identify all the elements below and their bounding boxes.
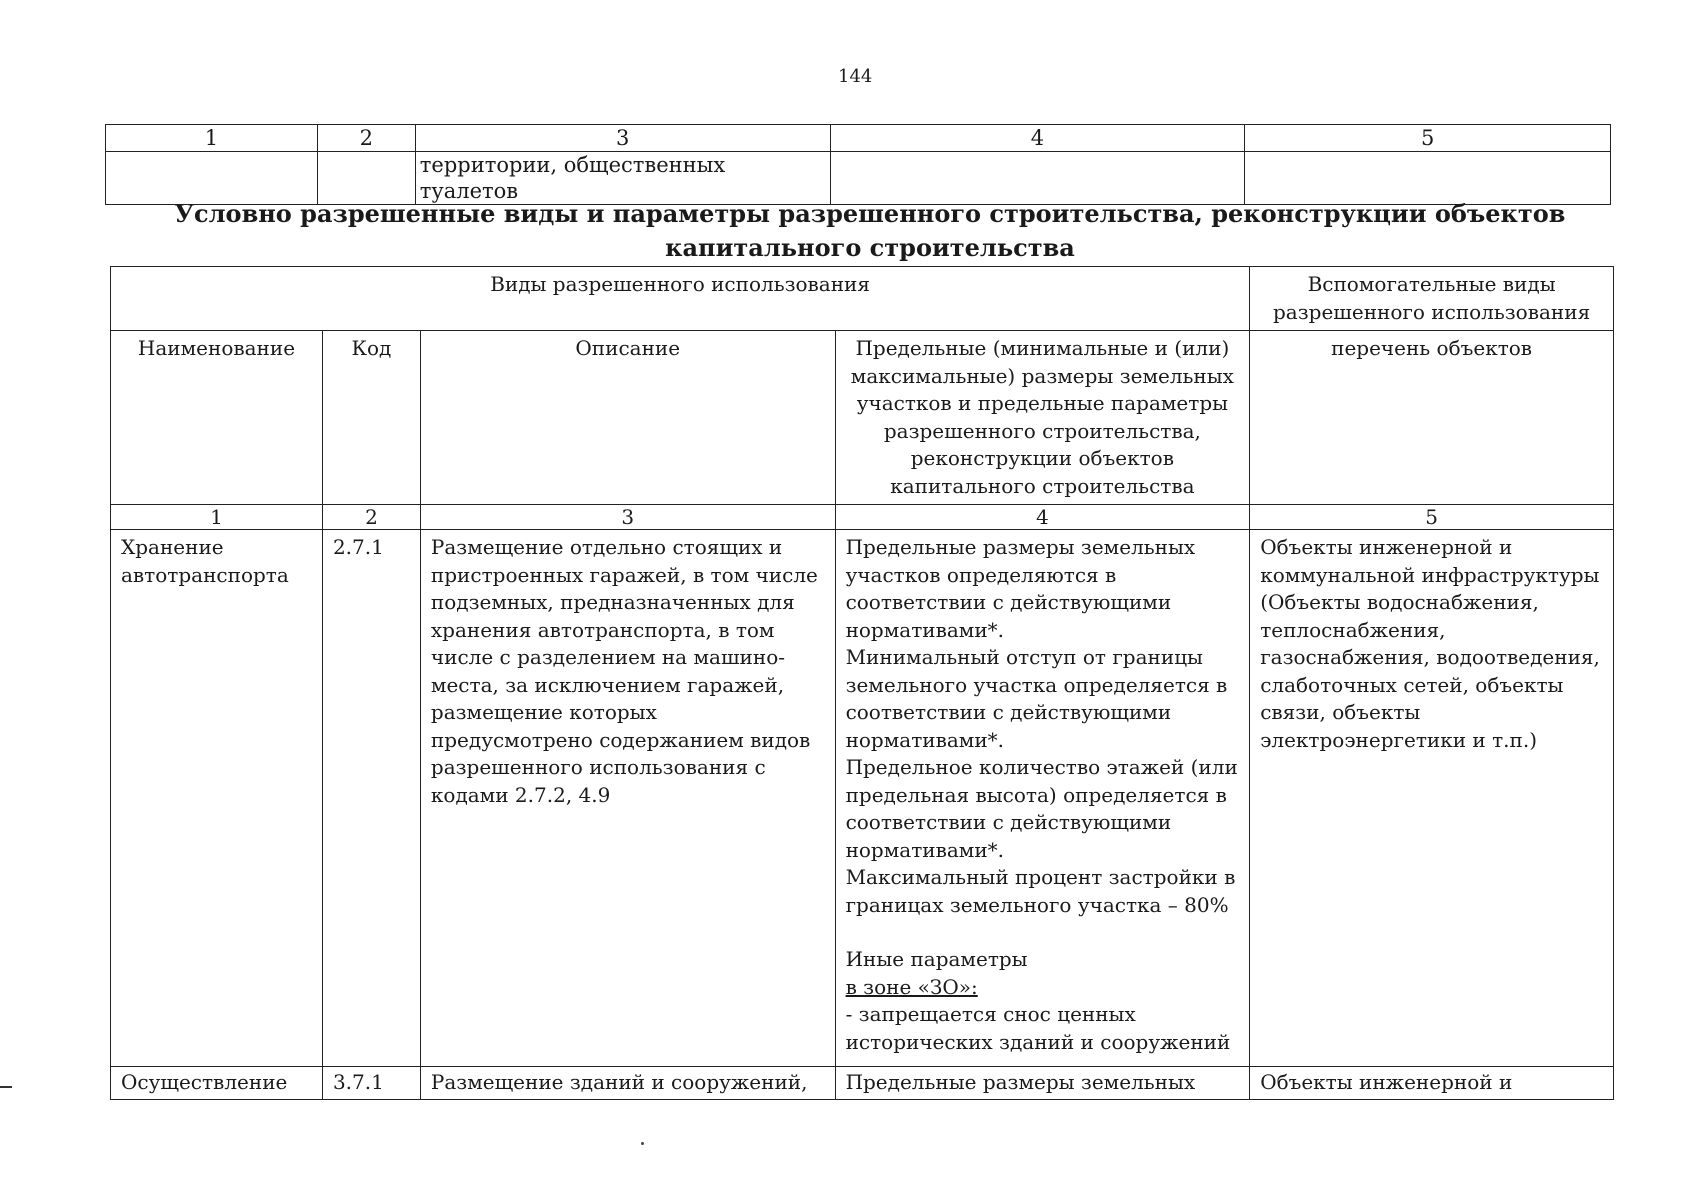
table-row <box>111 1067 1614 1100</box>
description-column-header: Описание <box>420 331 835 505</box>
column-number: 4 <box>835 505 1250 530</box>
objects-column-header: перечень объектов <box>1250 331 1614 505</box>
column-number-row <box>111 505 1614 530</box>
margin-mark <box>0 1086 12 1088</box>
column-number: 1 <box>106 125 318 152</box>
use-description-cell: Размещение зданий и сооружений, <box>420 1067 835 1100</box>
use-parameters-cell: Предельные размеры земельных <box>835 1067 1250 1100</box>
parameters-column-header: Предельные (минимальные и (или) максимальные) размеры земельных участков и предельные параметры разрешенного строительства, реконструкции объектов капитального строительства <box>835 331 1250 505</box>
other-params-label: Иные параметры <box>845 947 1028 971</box>
column-header-row <box>111 331 1614 505</box>
column-number: 3 <box>420 505 835 530</box>
auxiliary-objects-cell: Объекты инженерной и коммунальной инфраструктуры (Объекты водоснабжения, теплоснабжения, газоснабжения, водоотведения, слаботочных сетей, объекты связи, объекты электроэнергетики и т.п.) <box>1250 530 1614 1067</box>
column-number: 5 <box>1250 505 1614 530</box>
zone-label: в зоне «ЗО»: <box>845 974 978 999</box>
column-number: 4 <box>830 125 1245 152</box>
section-title-line: Условно разрешенные виды и параметры разрешенного строительства, реконструкции объектов <box>174 199 1566 228</box>
auxiliary-objects-cell: Объекты инженерной и <box>1250 1067 1614 1100</box>
use-name-cell: Хранение автотранспорта <box>111 530 323 1067</box>
parameter-line: Предельное количество этажей (или предельная высота) определяется в соответствии с действующими нормативами*. <box>845 755 1238 862</box>
column-number: 2 <box>317 125 415 152</box>
table-row <box>111 530 1614 1067</box>
zone-rule: - запрещается снос ценных исторических зданий и сооружений <box>845 1002 1231 1054</box>
section-title <box>140 197 1600 265</box>
column-number: 5 <box>1245 125 1611 152</box>
column-number: 1 <box>111 505 323 530</box>
spacer <box>846 919 1240 946</box>
permitted-use-table <box>110 266 1614 1100</box>
column-number-row <box>106 125 1611 152</box>
column-number: 2 <box>322 505 420 530</box>
page-number: 144 <box>838 66 873 87</box>
parameter-line: Максимальный процент застройки в границах земельного участка – 80% <box>845 865 1236 917</box>
auxiliary-use-header: Вспомогательные виды разрешенного использования <box>1250 267 1614 331</box>
continuation-table <box>105 124 1611 205</box>
use-description-cell: Размещение отдельно стоящих и пристроенных гаражей, в том числе подземных, предназначенных для хранения автотранспорта, в том числе с разделением на машино-места, за исключением гаражей, размещение которых предусмотрено содержанием видов разрешенного использования с кодами 2.7.2, 4.9 <box>420 530 835 1067</box>
section-title-line: капитального строительства <box>665 233 1075 262</box>
parameter-line: Минимальный отступ от границы земельного участка определяется в соответствии с действующими нормативами*. <box>845 645 1228 752</box>
use-code-cell: 2.7.1 <box>322 530 420 1067</box>
group-header-row <box>111 267 1614 331</box>
scan-speck <box>641 1142 644 1145</box>
use-code-cell: 3.7.1 <box>322 1067 420 1100</box>
name-column-header: Наименование <box>111 331 323 505</box>
use-parameters-cell <box>835 530 1250 1067</box>
parameter-line: Предельные размеры земельных участков определяются в соответствии с действующими нормативами*. <box>845 535 1196 642</box>
use-name-cell: Осуществление <box>111 1067 323 1100</box>
code-column-header: Код <box>322 331 420 505</box>
continuation-text: территории, общественных туалетов <box>415 152 830 205</box>
permitted-use-header: Виды разрешенного использования <box>111 267 1250 331</box>
column-number: 3 <box>415 125 830 152</box>
